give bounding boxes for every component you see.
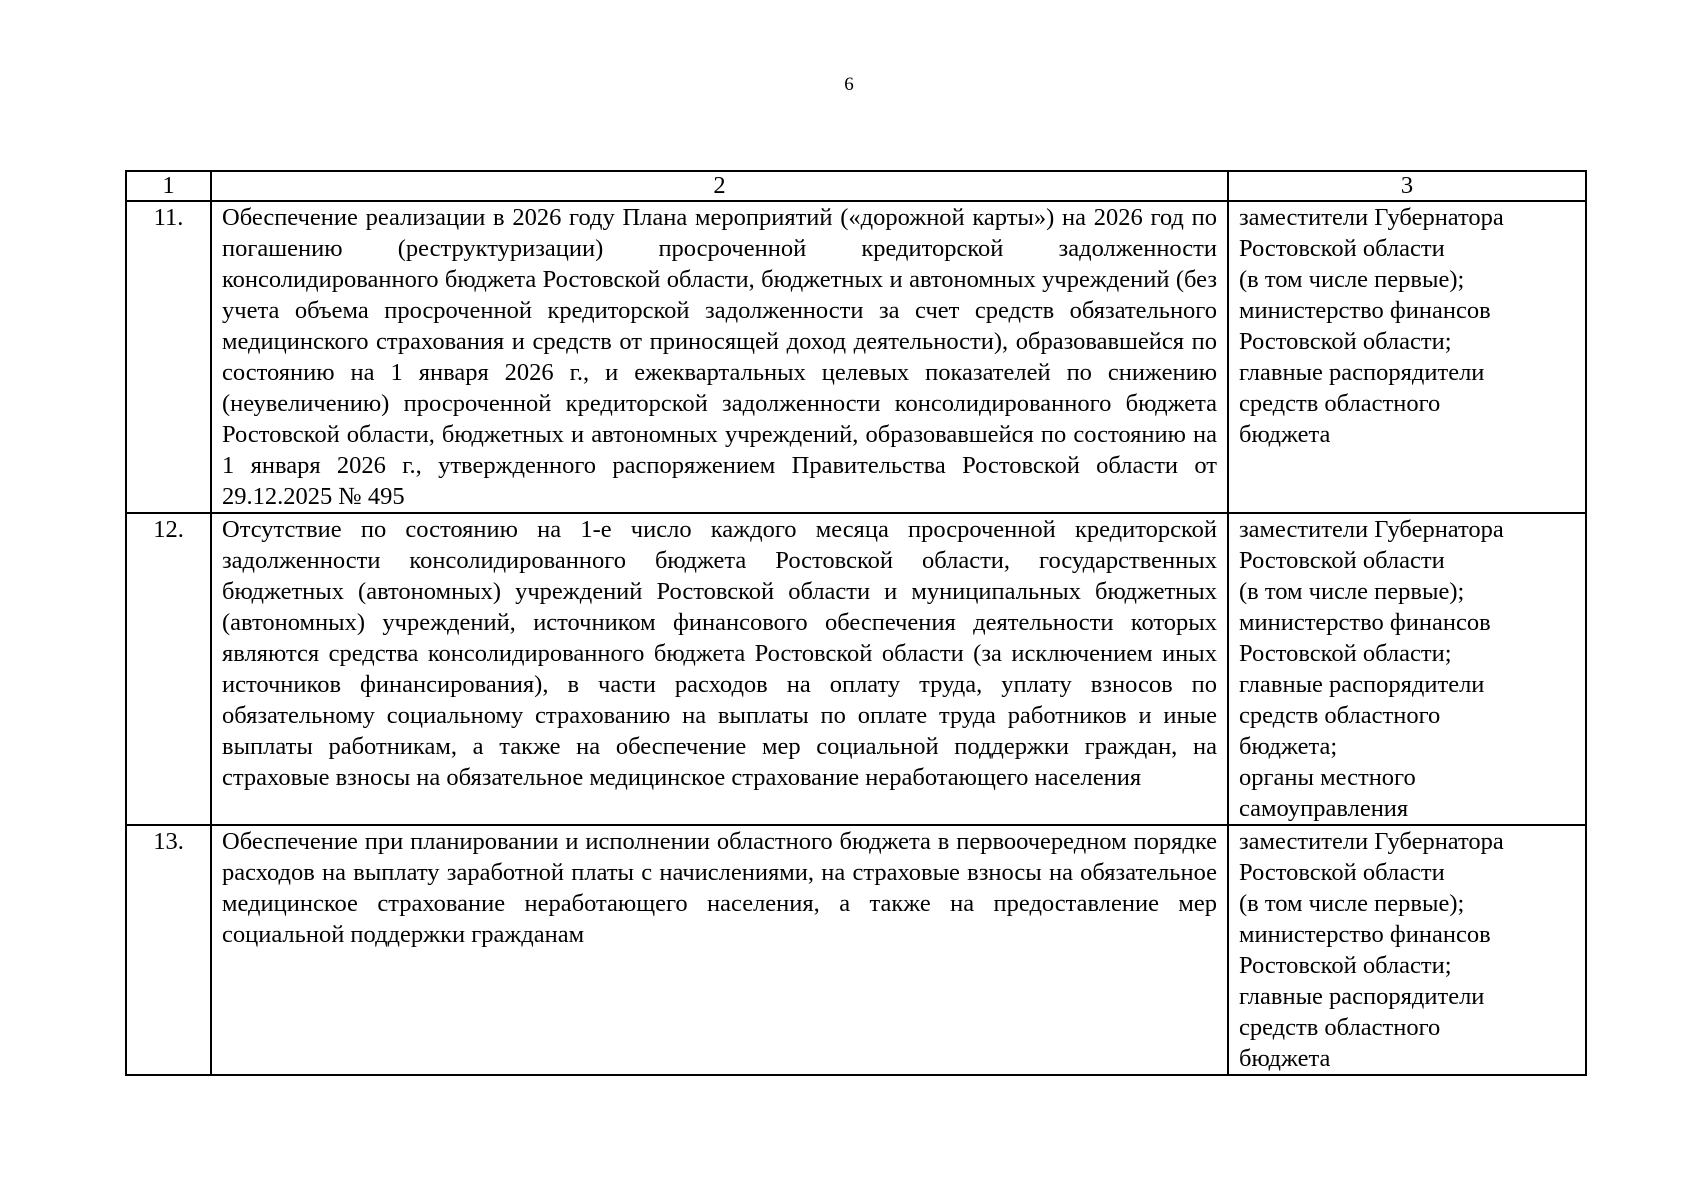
row-responsible: заместители Губернатора Ростовской области (в том числе первые); министерство финансов Ростовской области; главные распорядители средств областного бюджета <box>1228 201 1586 513</box>
row-description: Обеспечение при планировании и исполнении областного бюджета в первоочередном порядке расходов на выплату заработной платы с начислениями, на страховые взносы на обязательное медицинское страхование неработающего населения, а также на предоставление мер социальной поддержки гражданам <box>211 825 1228 1075</box>
table-row <box>126 513 1586 825</box>
table-header-row <box>126 171 1586 201</box>
measures-table <box>125 170 1587 1076</box>
row-responsible: заместители Губернатора Ростовской области (в том числе первые); министерство финансов Ростовской области; главные распорядители средств областного бюджета; органы местного самоуправления <box>1228 513 1586 825</box>
header-cell-number: 1 <box>126 171 211 201</box>
table-row <box>126 825 1586 1075</box>
page-number: 6 <box>844 74 854 95</box>
row-description: Обеспечение реализации в 2026 году Плана мероприятий («дорожной карты») на 2026 год по погашению (реструктуризации) просроченной кредиторской задолженности консолидированного бюджета Ростовской области, бюджетных и автономных учреждений (без учета объема просроченной кредиторской задолженности за счет средств обязательного медицинского страхования и средств от приносящей доход деятельности), образовавшейся по состоянию на 1 января 2026 г., и ежеквартальных целевых показателей по снижению (неувеличению) просроченной кредиторской задолженности консолидированного бюджета Ростовской области, бюджетных и автономных учреждений, образовавшейся по состоянию на 1 января 2026 г., утвержденного распоряжением Правительства Ростовской области от 29.12.2025 № 495 <box>211 201 1228 513</box>
row-number: 13. <box>126 825 211 1075</box>
header-cell-responsible: 3 <box>1228 171 1586 201</box>
row-responsible: заместители Губернатора Ростовской области (в том числе первые); министерство финансов Ростовской области; главные распорядители средств областного бюджета <box>1228 825 1586 1075</box>
table-row <box>126 201 1586 513</box>
row-number: 12. <box>126 513 211 825</box>
header-cell-description: 2 <box>211 171 1228 201</box>
row-description: Отсутствие по состоянию на 1-е число каждого месяца просроченной кредиторской задолженности консолидированного бюджета Ростовской области, государственных бюджетных (автономных) учреждений Ростовской области и муниципальных бюджетных (автономных) учреждений, источником финансового обеспечения деятельности которых являются средства консолидированного бюджета Ростовской области (за исключением иных источников финансирования), в части расходов на оплату труда, уплату взносов по обязательному социальному страхованию на выплаты по оплате труда работников и иные выплаты работникам, а также на обеспечение мер социальной поддержки граждан, на страховые взносы на обязательное медицинское страхование неработающего населения <box>211 513 1228 825</box>
row-number: 11. <box>126 201 211 513</box>
